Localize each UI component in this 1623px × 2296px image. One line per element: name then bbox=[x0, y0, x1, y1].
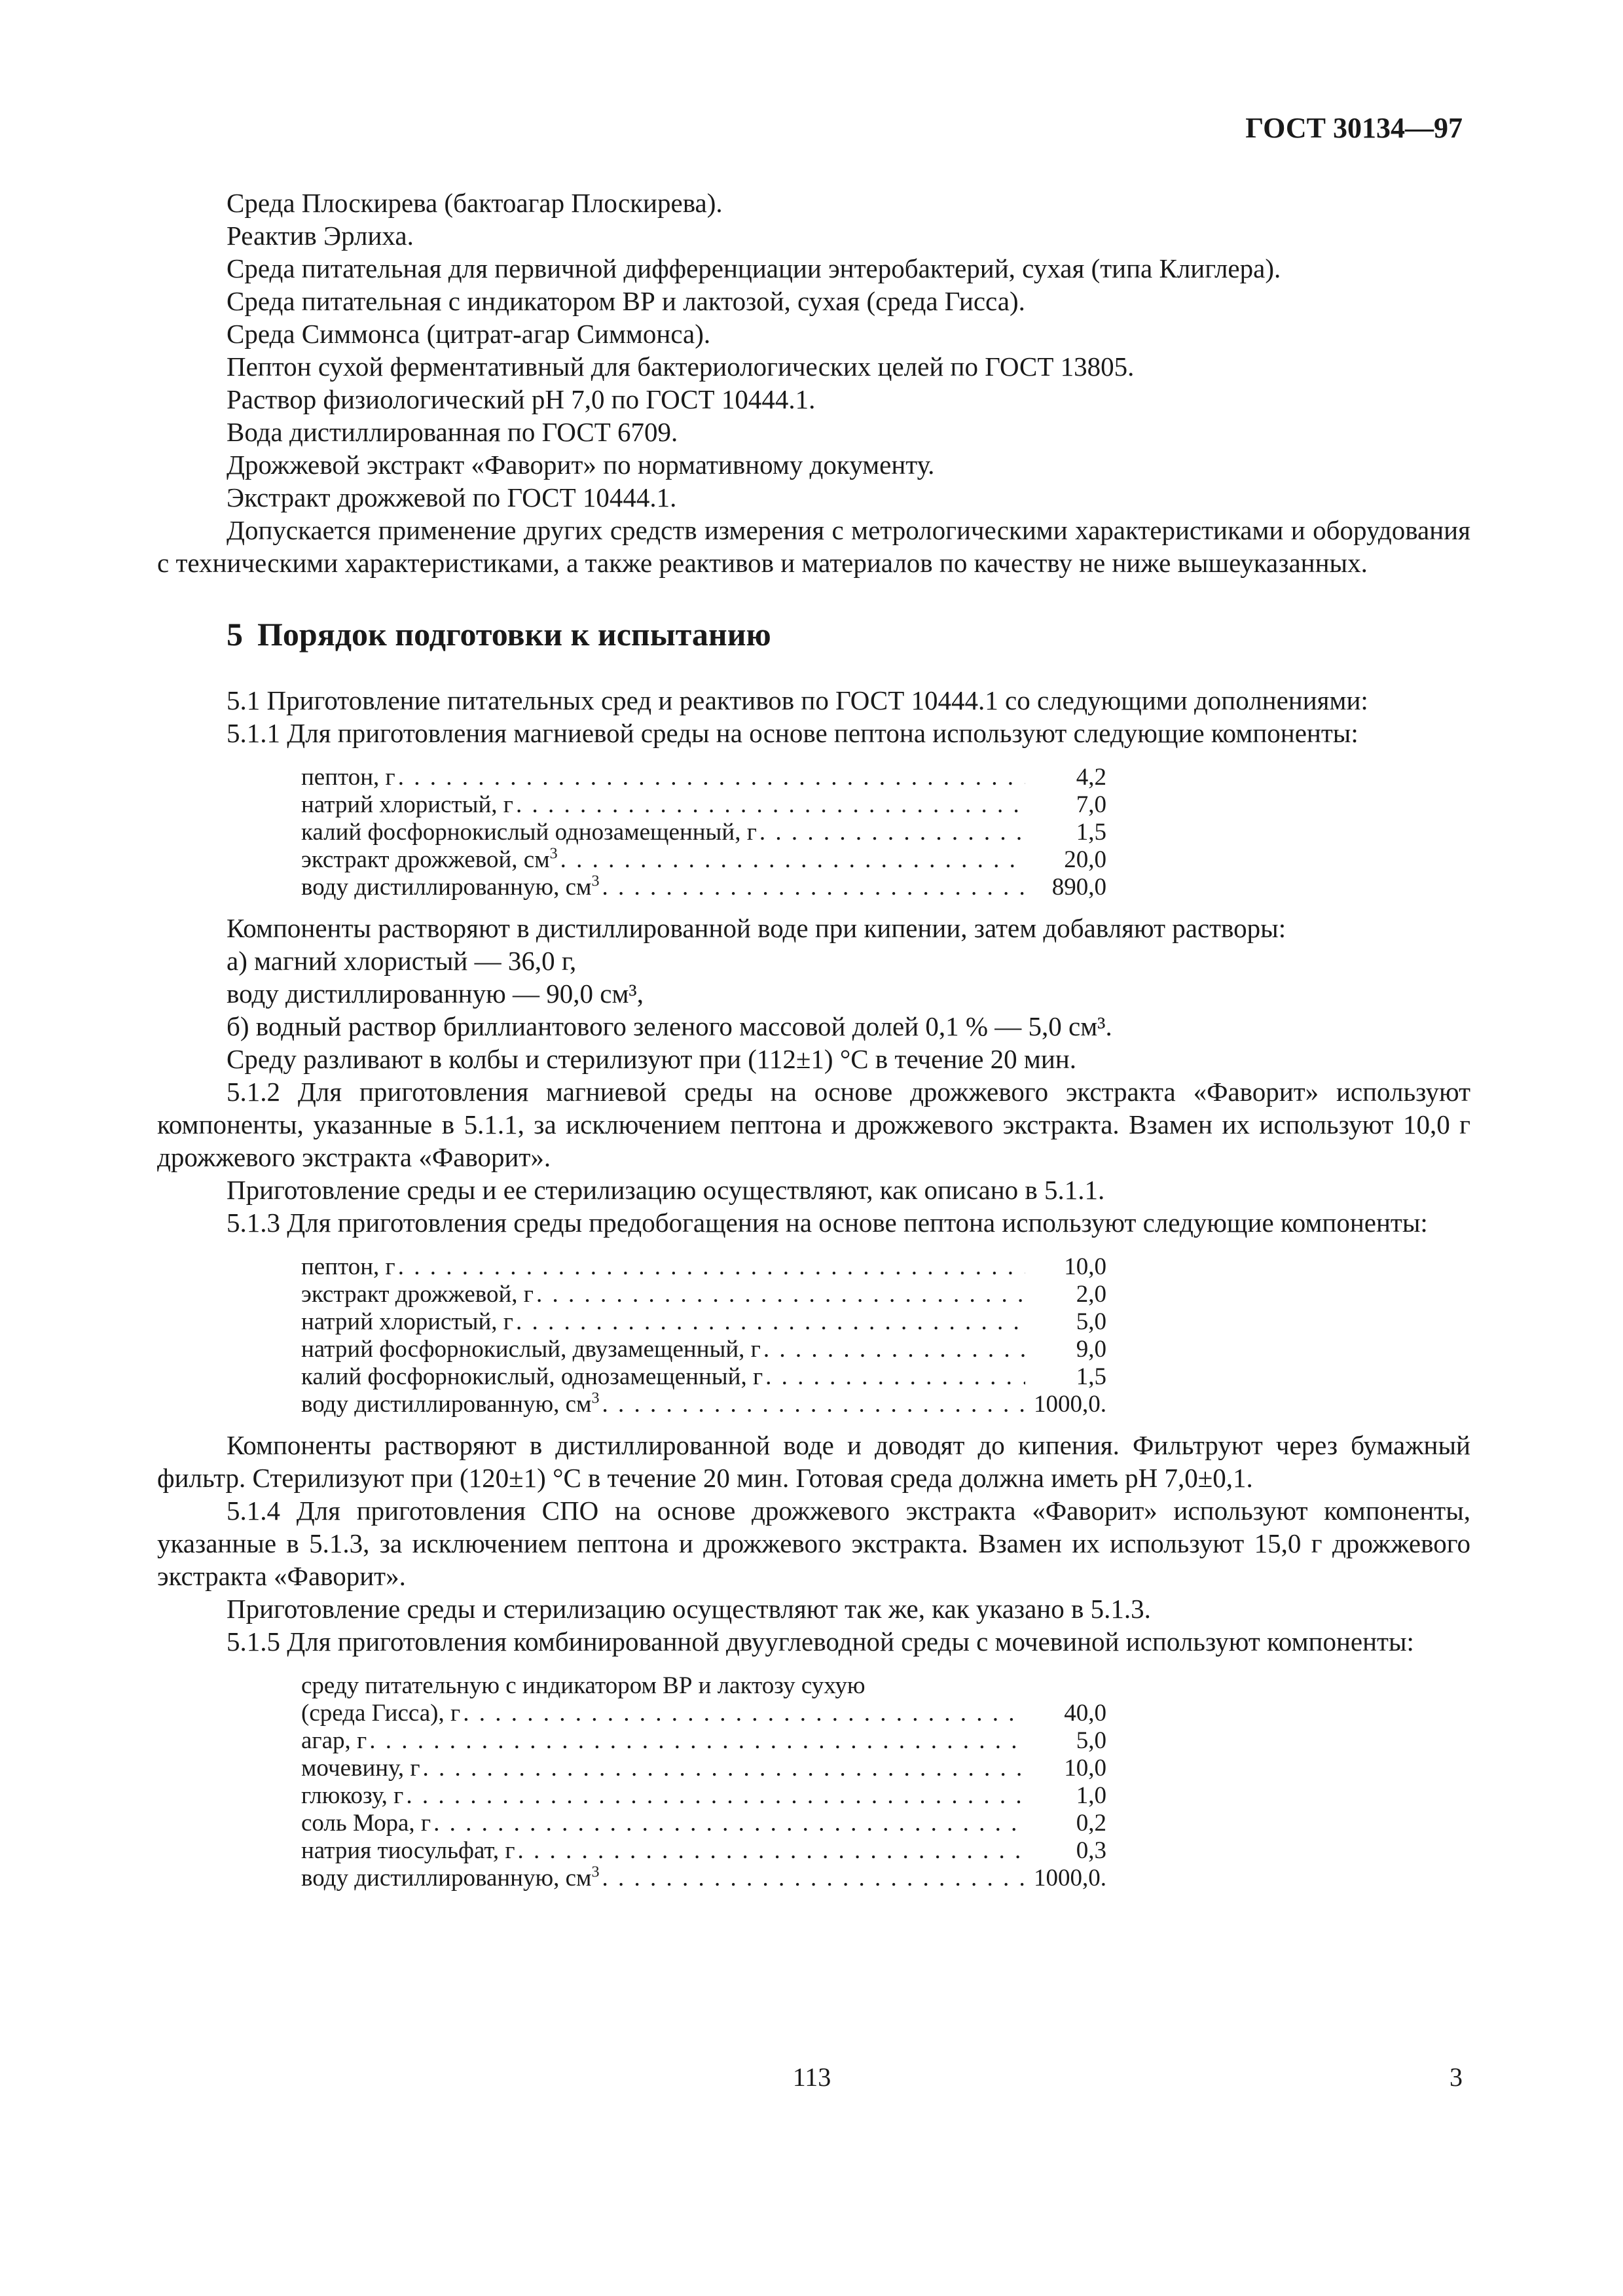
recipe-row bbox=[301, 764, 1106, 791]
recipe-row bbox=[301, 819, 1106, 846]
ingredient-amount: 4,2 bbox=[1076, 764, 1106, 791]
ingredient-name: натрий хлористый, г bbox=[301, 791, 513, 818]
list-item: Вода дистиллированная по ГОСТ 6709. bbox=[227, 417, 678, 447]
list-item: Реактив Эрлиха. bbox=[227, 221, 414, 251]
ingredient-amount: 0,3 bbox=[1076, 1837, 1106, 1864]
recipe-row bbox=[301, 1391, 1106, 1418]
ingredient-amount: 1,5 bbox=[1076, 1363, 1106, 1390]
paragraph-5-1-4: 5.1.4 Для приготовления СПО на основе дрожжевого экстракта «Фаворит» используют компоненты, указанные в 5.1.3, за исключением пептона и дрожжевого экстракта. Взамен их используют 15,0 г дрожжевого экстракта «Фаворит». bbox=[157, 1496, 1470, 1591]
ingredient-name: пептон, г bbox=[301, 764, 395, 791]
ingredient-name: агар, г bbox=[301, 1727, 367, 1754]
ingredient-amount: 2,0 bbox=[1076, 1281, 1106, 1308]
ingredient-name: экстракт дрожжевой, г bbox=[301, 1281, 534, 1308]
recipe-row bbox=[301, 791, 1106, 819]
list-item: Среда питательная для первичной дифференциации энтеробактерий, сухая (типа Клиглера). bbox=[227, 253, 1281, 283]
ingredient-name: воду дистиллированную, $см^3$ bbox=[301, 872, 600, 901]
recipe-row bbox=[301, 1782, 1106, 1810]
paragraph-text: Компоненты растворяют в дистиллированной воде при кипении, затем добавляют растворы: bbox=[227, 913, 1286, 943]
paragraph-text: Приготовление среды и стерилизацию осуществляют так же, как указано в 5.1.3. bbox=[227, 1594, 1151, 1624]
paragraph-5-1-5: 5.1.5 Для приготовления комбинированной двууглеводной среды с мочевиной используют компоненты: bbox=[227, 1626, 1414, 1657]
paragraph-5-1-2: 5.1.2 Для приготовления магниевой среды на основе дрожжевого экстракта «Фаворит» используют компоненты, указанные в 5.1.1, за исключением пептона и дрожжевого экстракта. Взамен их используют 10,0 г дрожжевого экстракта «Фаворит». bbox=[157, 1077, 1470, 1172]
ingredient-name: экстракт дрожжевой, $см^3$ bbox=[301, 845, 558, 873]
recipe-table-3 bbox=[301, 1672, 1106, 1892]
list-item: Раствор физиологический рН 7,0 по ГОСТ 10444.1. bbox=[227, 384, 816, 414]
list-item: Экстракт дрожжевой по ГОСТ 10444.1. bbox=[227, 482, 677, 512]
ingredient-amount: 10,0 bbox=[1064, 1253, 1106, 1280]
recipe-row bbox=[301, 1755, 1106, 1782]
recipe-row bbox=[301, 1700, 1106, 1727]
section-title: Порядок подготовки к испытанию bbox=[257, 616, 771, 653]
recipe-row bbox=[301, 1253, 1106, 1281]
ingredient-amount: 9,0 bbox=[1076, 1336, 1106, 1363]
section-heading bbox=[227, 615, 1470, 654]
ingredient-name: натрий хлористый, г bbox=[301, 1308, 513, 1335]
list-item: Пептон сухой ферментативный для бактериологических целей по ГОСТ 13805. bbox=[227, 351, 1135, 382]
ingredient-amount: 5,0 bbox=[1076, 1727, 1106, 1754]
list-item: Дрожжевой экстракт «Фаворит» по нормативному документу. bbox=[227, 450, 935, 480]
recipe-row bbox=[301, 1336, 1106, 1363]
allowance-paragraph: Допускается применение других средств измерения с метрологическими характеристиками и оборудования с техническими характеристиками, а также реактивов и материалов по качеству не ниже вышеуказанных. bbox=[157, 515, 1470, 578]
paragraph-text: Компоненты растворяют в дистиллированной воде и доводят до кипения. Фильтруют через бумажный фильтр. Стерилизуют при (120±1) °С в течение 20 мин. Готовая среда должна иметь рН 7,0±0,1. bbox=[157, 1430, 1470, 1493]
ingredient-name: воду дистиллированную, $см^3$ bbox=[301, 1390, 600, 1418]
document-code-header: ГОСТ 30134—97 bbox=[1245, 112, 1463, 144]
list-item: Среда Симмонса (цитрат-агар Симмонса). bbox=[227, 319, 711, 349]
recipe-row bbox=[301, 1865, 1106, 1892]
recipe-row bbox=[301, 1363, 1106, 1391]
ingredient-amount: 0,2 bbox=[1076, 1810, 1106, 1837]
recipe-row bbox=[301, 1810, 1106, 1837]
ingredient-amount: 10,0 bbox=[1064, 1755, 1106, 1782]
paragraph-5-1-3: 5.1.3 Для приготовления среды предобогащения на основе пептона используют следующие компоненты: bbox=[227, 1208, 1428, 1238]
paragraph-text: а) магний хлористый — 36,0 г, bbox=[227, 946, 577, 976]
paragraph-5-1-1: 5.1.1 Для приготовления магниевой среды на основе пептона используют следующие компоненты: bbox=[227, 718, 1359, 748]
recipe-row bbox=[301, 1308, 1106, 1336]
ingredient-name: воду дистиллированную, $см^3$ bbox=[301, 1863, 600, 1892]
recipe-row bbox=[301, 1837, 1106, 1865]
page-number-total: 113 bbox=[792, 2062, 831, 2092]
ingredient-name: среду питательную с индикатором ВР и лактозу сухую bbox=[301, 1672, 866, 1699]
list-item: Среда питательная с индикатором ВР и лактозой, сухая (среда Гисса). bbox=[227, 286, 1025, 316]
ingredient-name: калий фосфорнокислый, однозамещенный, г bbox=[301, 1363, 763, 1390]
recipe-row bbox=[301, 874, 1106, 901]
ingredient-amount: 890,0 bbox=[1051, 874, 1106, 901]
ingredient-amount: 1,0 bbox=[1076, 1782, 1106, 1809]
ingredient-name: (среда Гисса), г bbox=[301, 1700, 461, 1727]
ingredient-amount: 1000,0. bbox=[1034, 1391, 1106, 1418]
ingredient-name: калий фосфорнокислый однозамещенный, г bbox=[301, 819, 757, 846]
ingredient-name: мочевину, г bbox=[301, 1755, 420, 1782]
paragraph-text: Приготовление среды и ее стерилизацию осуществляют, как описано в 5.1.1. bbox=[227, 1175, 1105, 1205]
ingredient-amount: 7,0 bbox=[1076, 791, 1106, 818]
ingredient-amount: 20,0 bbox=[1064, 846, 1106, 873]
list-item: Среда Плоскирева (бактоагар Плоскирева). bbox=[227, 188, 723, 218]
ingredient-name: глюкозу, г bbox=[301, 1782, 404, 1809]
recipe-row bbox=[301, 1281, 1106, 1308]
paragraph-5-1: 5.1 Приготовление питательных сред и реактивов по ГОСТ 10444.1 со следующими дополнениями: bbox=[227, 685, 1368, 715]
ingredient-name: пептон, г bbox=[301, 1253, 395, 1280]
recipe-table-1 bbox=[301, 764, 1106, 901]
materials-list bbox=[157, 187, 1470, 514]
recipe-row bbox=[301, 846, 1106, 874]
recipe-table-2 bbox=[301, 1253, 1106, 1418]
recipe-intro-row bbox=[301, 1672, 1106, 1700]
ingredient-amount: 1,5 bbox=[1076, 819, 1106, 846]
ingredient-name: натрия тиосульфат, г bbox=[301, 1837, 515, 1864]
ingredient-name: соль Мора, г bbox=[301, 1810, 431, 1837]
paragraph-text: б) водный раствор бриллиантового зеленого массовой долей 0,1 % — 5,0 см³. bbox=[227, 1011, 1112, 1041]
section-number: 5 bbox=[227, 616, 243, 653]
ingredient-amount: 1000,0. bbox=[1034, 1865, 1106, 1892]
page-number: 3 bbox=[1450, 2062, 1463, 2092]
document-body bbox=[157, 187, 1470, 1903]
paragraph-text: Среду разливают в колбы и стерилизуют при (112±1) °С в течение 20 мин. bbox=[227, 1044, 1076, 1074]
paragraph-text: воду дистиллированную — 90,0 см³, bbox=[227, 978, 644, 1009]
ingredient-name: натрий фосфорнокислый, двузамещенный, г bbox=[301, 1336, 761, 1363]
recipe-row bbox=[301, 1727, 1106, 1755]
ingredient-amount: 40,0 bbox=[1064, 1700, 1106, 1727]
ingredient-amount: 5,0 bbox=[1076, 1308, 1106, 1335]
